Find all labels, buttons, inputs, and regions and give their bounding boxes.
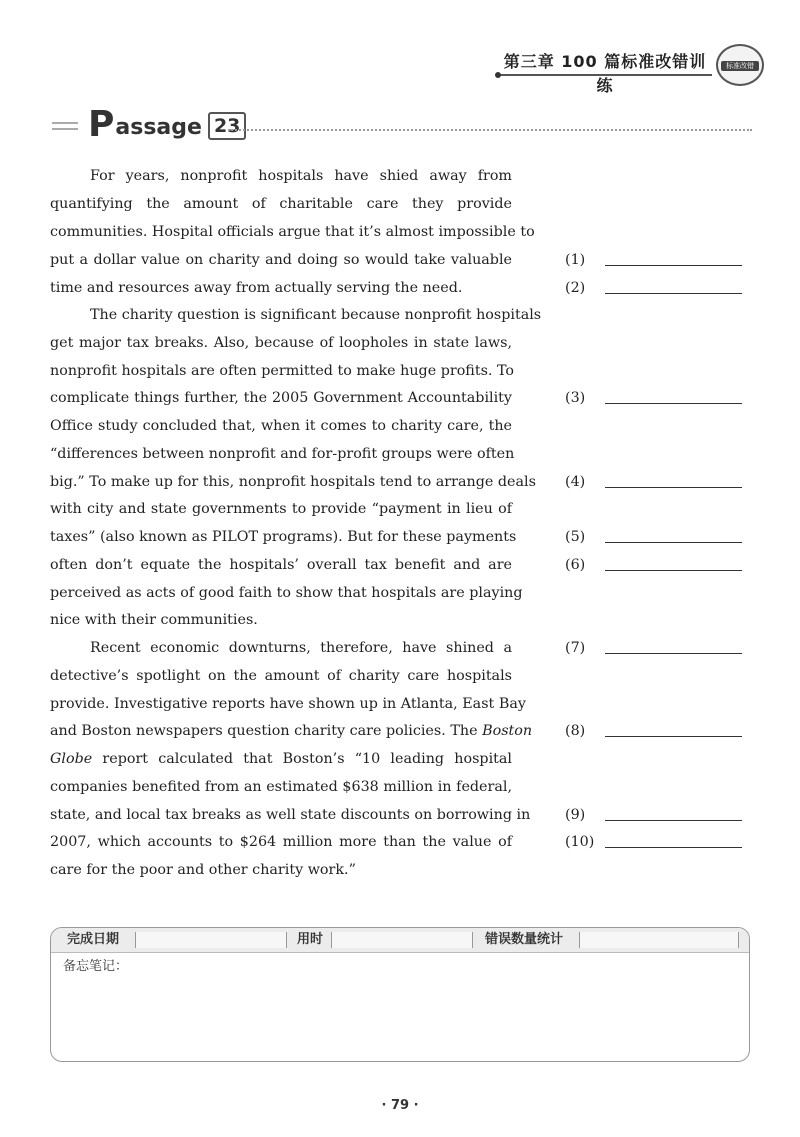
answer-item xyxy=(565,551,745,579)
passage-line: Office study concluded that, when it comes to charity care, the xyxy=(50,418,512,434)
memo-label: 备忘笔记： xyxy=(63,959,129,974)
answer-number: (4) xyxy=(565,474,586,490)
answer-number: (8) xyxy=(565,723,586,739)
passage-label-initial: P xyxy=(88,104,115,145)
passage-line: often don’t equate the hospitals’ overall tax benefit and are xyxy=(50,557,512,573)
passage-label-rest: assage xyxy=(115,115,202,140)
passage-line: big.” To make up for this, nonprofit hospitals tend to arrange deals xyxy=(50,474,536,490)
answer-blank[interactable] xyxy=(605,820,742,821)
answer-blank[interactable] xyxy=(605,487,742,488)
answer-number: (7) xyxy=(565,640,586,656)
header-dot xyxy=(495,72,501,78)
time-used-label: 用时 xyxy=(297,932,324,947)
answer-number: (6) xyxy=(565,557,586,573)
passage-line-text: report calculated that Boston’s “10 leading hospital xyxy=(102,751,512,767)
record-box xyxy=(50,927,750,1062)
answer-number: (2) xyxy=(565,280,586,296)
passage-line: nonprofit hospitals are often permitted to make huge profits. To xyxy=(50,363,515,379)
answer-blank[interactable] xyxy=(605,265,742,266)
answer-blank[interactable] xyxy=(605,403,742,404)
title-rule xyxy=(228,129,752,131)
logo-text: 标准改错 xyxy=(721,61,759,71)
passage-line: perceived as acts of good faith to show that hospitals are playing xyxy=(50,585,523,601)
time-used-field[interactable] xyxy=(331,932,473,948)
answer-number: (10) xyxy=(565,834,595,850)
answer-blank[interactable] xyxy=(605,293,742,294)
answer-item xyxy=(565,801,745,829)
passage-title xyxy=(88,103,246,143)
answer-blank[interactable] xyxy=(605,542,742,543)
answer-item xyxy=(565,274,745,302)
answer-item xyxy=(565,717,745,745)
answer-blank[interactable] xyxy=(605,736,742,737)
passage-line: put a dollar value on charity and doing so would take valuable xyxy=(50,252,512,268)
answer-number: (5) xyxy=(565,529,586,545)
passage-line: detective’s spotlight on the amount of charity care hospitals xyxy=(50,668,512,684)
passage-line xyxy=(50,745,512,773)
passage-line: quantifying the amount of charitable care they provide xyxy=(50,196,512,212)
passage-line: complicate things further, the 2005 Government Accountability xyxy=(50,390,512,406)
passage-line: companies benefited from an estimated $638 million in federal, xyxy=(50,779,512,795)
passage-line: get major tax breaks. Also, because of loopholes in state laws, xyxy=(50,335,512,351)
record-header xyxy=(51,928,749,953)
passage-line: The charity question is significant because nonprofit hospitals xyxy=(90,307,542,323)
answer-number: (3) xyxy=(565,390,586,406)
answer-number: (1) xyxy=(565,252,586,268)
answer-number: (9) xyxy=(565,807,586,823)
passage-line: time and resources away from actually serving the need. xyxy=(50,280,463,296)
passage-number: 23 xyxy=(208,112,246,140)
answer-blank[interactable] xyxy=(605,847,742,848)
page-number: · 79 · xyxy=(381,1098,419,1113)
passage-line: state, and local tax breaks as well state discounts on borrowing in xyxy=(50,807,531,823)
passage-line: with city and state governments to provide “payment in lieu of xyxy=(50,501,512,517)
completion-date-label: 完成日期 xyxy=(67,932,120,947)
passage-line: taxes” (also known as PILOT programs). But for these payments xyxy=(50,529,517,545)
error-count-label: 错误数量统计 xyxy=(485,932,564,947)
passage-line xyxy=(50,717,533,745)
passage-line: Recent economic downturns, therefore, have shined a xyxy=(90,640,512,656)
italic-globe: Globe xyxy=(50,751,93,767)
answer-blank[interactable] xyxy=(605,570,742,571)
passage-line: 2007, which accounts to $264 million more than the value of xyxy=(50,834,512,850)
answer-item xyxy=(565,384,745,412)
answer-item xyxy=(565,828,745,856)
italic-boston: Boston xyxy=(482,723,533,739)
passage-line: For years, nonprofit hospitals have shied away from xyxy=(90,168,512,184)
answer-item xyxy=(565,523,745,551)
answer-item xyxy=(565,468,745,496)
passage-line-text: and Boston newspapers question charity care policies. The xyxy=(50,723,478,739)
passage-line: “differences between nonprofit and for-profit groups were often xyxy=(50,446,515,462)
passage-line: communities. Hospital officials argue that it’s almost impossible to xyxy=(50,224,535,240)
title-decoration xyxy=(52,122,78,124)
passage-line: nice with their communities. xyxy=(50,612,258,628)
passage-line: care for the poor and other charity work.” xyxy=(50,862,356,878)
answer-item xyxy=(565,246,745,274)
passage-line: provide. Investigative reports have shown up in Atlanta, East Bay xyxy=(50,696,526,712)
chapter-title: 第三章 100 篇标准改错训练 xyxy=(498,50,712,76)
answer-blank[interactable] xyxy=(605,653,742,654)
logo-badge xyxy=(716,44,764,86)
title-decoration xyxy=(52,128,78,130)
completion-date-field[interactable] xyxy=(135,932,287,948)
answer-item xyxy=(565,634,745,662)
error-count-field[interactable] xyxy=(579,932,739,948)
